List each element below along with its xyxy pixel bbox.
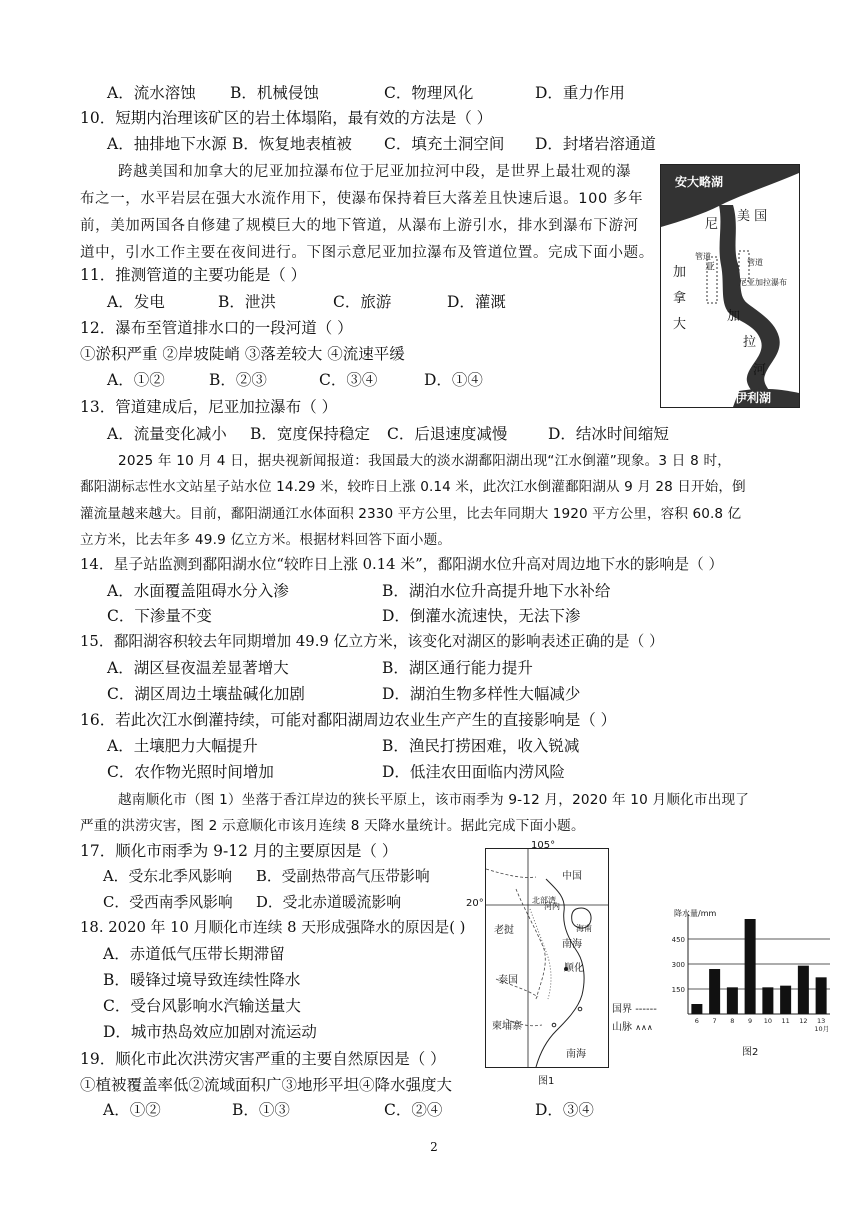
x-tick-label-5: 11 bbox=[781, 1017, 790, 1025]
q18-stem: 18. 2020 年 10 月顺化市连续 8 天形成强降水的原因是( ) bbox=[80, 919, 466, 936]
q17-stem: 17．顺化市雨季为 9-12 月的主要原因是（ ） bbox=[80, 842, 398, 860]
q12-items: ①淤积严重 ②岸坡陡峭 ③落差较大 ④流速平缓 bbox=[80, 345, 405, 363]
q9-option-b: B．机械侵蚀 bbox=[230, 84, 319, 102]
page-number: 2 bbox=[430, 1140, 438, 1154]
river-char-2-text: 亚 bbox=[705, 262, 715, 273]
y-tick-label-1: 300 bbox=[671, 961, 685, 969]
q18-option-d: D．城市热岛效应加剧对流运动 bbox=[103, 1023, 317, 1041]
longitude-label: 105° bbox=[531, 840, 556, 851]
q14-option-a: A．水面覆盖阻碍水分入渗 bbox=[107, 582, 289, 600]
mountain-range bbox=[530, 909, 551, 999]
q9-option-c: C．物理风化 bbox=[384, 84, 474, 102]
laos-label: 老挝 bbox=[494, 925, 514, 936]
x-tick-label-1: 7 bbox=[712, 1017, 717, 1025]
poyang-passage-line-4: 立方米，比去年多 49.9 亿立方米。根据材料回答下面小题。 bbox=[80, 532, 452, 548]
q11-option-d: D．灌溉 bbox=[447, 293, 506, 311]
hanoi-label: 河内 bbox=[544, 902, 560, 911]
bar-12 bbox=[798, 966, 809, 1014]
q19-option-b: B．①③ bbox=[232, 1101, 290, 1119]
canada-char-2: 拿 bbox=[673, 291, 687, 306]
q12-stem: 12．瀑布至管道排水口的一段河道（ ） bbox=[80, 319, 353, 337]
niagara-passage-line-2: 布之一，水平岩层在强大水流作用下，使瀑布保持着巨大落差且快速后退。100 多年 bbox=[80, 191, 644, 207]
q15-option-a: A．湖区昼夜温差显著增大 bbox=[107, 659, 289, 677]
q12-option-c: C．③④ bbox=[319, 371, 378, 389]
q14-stem: 14．星子站监测到鄱阳湖水位“较昨日上涨 0.14 米”，鄱阳湖水位升高对周边地下水的影响是（ ） bbox=[80, 556, 724, 573]
x-axis-label: 10月 bbox=[814, 1025, 830, 1032]
river-char-3: 加 bbox=[727, 309, 741, 324]
poyang-passage-line-2: 鄱阳湖标志性水文站星子站水位 14.29 米，较昨日上涨 0.14 米，此次江水倒灌鄱阳湖从 9 月 28 日开始，倒 bbox=[80, 479, 746, 495]
y-tick-label-0: 150 bbox=[671, 986, 685, 994]
legend-mountain-text: 山脉 bbox=[612, 1022, 632, 1033]
q11-option-b: B．泄洪 bbox=[218, 293, 276, 311]
figure-2-chart bbox=[664, 902, 840, 1032]
q11-stem: 11．推测管道的主要功能是（ ） bbox=[80, 266, 307, 284]
falls-label: 尼亚加拉瀑布 bbox=[739, 278, 787, 287]
q14-option-c: C．下渗量不变 bbox=[107, 607, 212, 625]
pipe-label: 管道 bbox=[695, 252, 711, 261]
river-char-1: 尼 bbox=[705, 217, 719, 232]
x-tick-label-0: 6 bbox=[694, 1017, 699, 1025]
bar-10 bbox=[762, 987, 773, 1014]
q10-option-b: B．恢复地表植被 bbox=[232, 135, 352, 153]
latitude-label: 20° bbox=[466, 898, 484, 909]
hue-label: 顺化 bbox=[564, 963, 584, 974]
q13-stem: 13．管道建成后，尼亚加拉瀑布（ ） bbox=[80, 398, 338, 416]
q19-option-c: C．②④ bbox=[384, 1101, 443, 1119]
q17-option-a: A．受东北季风影响 bbox=[103, 868, 233, 885]
legend-mountain-symbol: ∧∧∧ bbox=[635, 1023, 653, 1032]
niagara-passage-line-1: 跨越美国和加拿大的尼亚加拉瀑布位于尼亚加拉河中段，是世界上最壮观的瀑 bbox=[118, 164, 632, 180]
q9-option-d: D．重力作用 bbox=[535, 84, 625, 102]
figure-1-caption: 图1 bbox=[538, 1076, 555, 1087]
q14-option-d: D．倒灌水流速快，无法下渗 bbox=[382, 607, 581, 625]
legend-border-line: ------ bbox=[635, 1004, 657, 1015]
x-tick-label-3: 9 bbox=[748, 1017, 753, 1025]
legend-border-text: 国界 bbox=[612, 1004, 632, 1015]
legend-mountain bbox=[612, 1018, 653, 1033]
q10-option-a: A．抽排地下水源 bbox=[107, 135, 227, 153]
bar-6 bbox=[691, 1004, 702, 1014]
q10-stem: 10．短期内治理该矿区的岩土体塌陷，最有效的方法是（ ） bbox=[80, 109, 493, 127]
lake-ontario-label: 安大略湖 bbox=[675, 175, 724, 189]
river-char-4: 拉 bbox=[743, 335, 757, 350]
x-tick-label-6: 12 bbox=[799, 1017, 808, 1025]
hue-passage-line-2: 严重的洪涝灾害，图 2 示意顺化市该月连续 8 天降水量统计。据此完成下面小题。 bbox=[80, 818, 585, 834]
figure-1-drawing bbox=[486, 849, 608, 1067]
poyang-passage-line-3: 灌流量越来越大。目前，鄱阳湖通江水体面积 2330 平方公里，比去年同期大 1920 平方公里，容积 60.8 亿 bbox=[80, 506, 742, 522]
q14-option-b: B．湖泊水位升高提升地下水补给 bbox=[382, 582, 611, 600]
q10-option-c: C．填充土洞空间 bbox=[384, 135, 505, 153]
q13-option-b: B．宽度保持稳定 bbox=[250, 425, 370, 443]
legend-border bbox=[612, 1000, 657, 1015]
x-tick-label-4: 10 bbox=[763, 1017, 773, 1025]
river-char-5: 河 bbox=[753, 363, 767, 378]
bar-7 bbox=[709, 969, 720, 1014]
q12-option-d: D．①④ bbox=[424, 371, 483, 389]
q13-option-d: D．结冰时间缩短 bbox=[548, 425, 669, 443]
q12-option-a: A．①② bbox=[107, 371, 165, 389]
q15-option-b: B．湖区通行能力提升 bbox=[382, 659, 533, 677]
q19-stem: 19．顺化市此次洪涝灾害严重的主要自然原因是（ ） bbox=[80, 1050, 446, 1068]
hue-passage-line-1: 越南顺化市（图 1）坐落于香江岸边的狭长平原上，该市雨季为 9-12 月，2020 年 10 月顺化市出现了 bbox=[118, 792, 750, 808]
q13-option-a: A．流量变化减小 bbox=[107, 425, 227, 443]
q16-option-b: B．渔民打捞困难，收入锐减 bbox=[382, 737, 580, 755]
q13-option-c: C．后退速度减慢 bbox=[387, 425, 508, 443]
x-tick-label-2: 8 bbox=[730, 1017, 735, 1025]
q19-option-d: D．③④ bbox=[535, 1101, 594, 1119]
q11-option-c: C．旅游 bbox=[333, 293, 392, 311]
chart-ylabel: 降水量/mm bbox=[674, 909, 717, 918]
q17-option-b: B．受副热带高气压带影响 bbox=[256, 868, 430, 885]
q18-option-c: C．受台风影响水汽输送量大 bbox=[103, 997, 301, 1015]
q10-option-d: D．封堵岩溶通道 bbox=[535, 135, 656, 153]
poyang-passage-line-1: 2025 年 10 月 4 日，据央视新闻报道：我国最大的淡水湖鄱阳湖出现“江水倒灌”现象。3 日 8 时， bbox=[118, 453, 732, 469]
q17-option-c: C．受西南季风影响 bbox=[103, 894, 233, 911]
q15-option-c: C．湖区周边土壤盐碱化加剧 bbox=[107, 685, 305, 703]
x-tick-label-7: 13 bbox=[816, 1017, 826, 1025]
niagara-passage-line-3: 前，美加两国各自修建了规模巨大的地下管道，从瀑布上游引水，排水到瀑布下游河 bbox=[80, 218, 639, 234]
q16-option-d: D．低洼农田面临内涝风险 bbox=[382, 763, 565, 781]
bar-11 bbox=[780, 986, 791, 1014]
q18-option-a: A．赤道低气压带长期滞留 bbox=[103, 945, 285, 963]
south-sea-label-2: 南海 bbox=[566, 1049, 586, 1060]
q12-option-b: B．②③ bbox=[209, 371, 267, 389]
bay-label: 北部湾 bbox=[532, 896, 556, 905]
q11-option-a: A．发电 bbox=[107, 293, 165, 311]
q15-stem: 15．鄱阳湖容积较去年同期增加 49.9 亿立方米，该变化对湖区的影响表述正确的是（ ） bbox=[80, 633, 664, 650]
bar-9 bbox=[745, 919, 756, 1014]
canada-char-1: 加 bbox=[673, 265, 687, 280]
country-border bbox=[486, 869, 545, 1026]
china-label: 中国 bbox=[562, 871, 582, 882]
q18-option-b: B．暖锋过境导致连续性降水 bbox=[103, 971, 301, 989]
hainan-label: 海南 bbox=[576, 924, 592, 933]
south-sea-label-1: 南海 bbox=[562, 939, 582, 950]
figure-2-caption: 图2 bbox=[742, 1047, 759, 1058]
cambodia-label: 柬埔寨 bbox=[492, 1021, 522, 1032]
canada-char-3: 大 bbox=[673, 317, 687, 332]
bar-13 bbox=[816, 977, 827, 1014]
y-tick-label-2: 450 bbox=[671, 936, 685, 944]
city-dot-2 bbox=[578, 1007, 582, 1011]
q16-stem: 16．若此次江水倒灌持续，可能对鄱阳湖周边农业生产产生的直接影响是（ ） bbox=[80, 711, 617, 729]
city-dot-3 bbox=[552, 1023, 556, 1027]
pipe-label-2: 管道 bbox=[747, 258, 763, 267]
q9-option-a: A．流水溶蚀 bbox=[107, 84, 196, 102]
q16-option-a: A．土壤肥力大幅提升 bbox=[107, 737, 258, 755]
q17-option-d: D．受北赤道暖流影响 bbox=[256, 894, 402, 911]
q19-items: ①植被覆盖率低②流域面积广③地形平坦④降水强度大 bbox=[80, 1076, 453, 1094]
niagara-passage-line-4: 道中，引水工作主要在夜间进行。下图示意尼亚加拉瀑布及管道位置。完成下面小题。 bbox=[80, 245, 654, 261]
thailand-label: 泰国 bbox=[498, 975, 518, 986]
figure-1-map bbox=[485, 848, 609, 1068]
lake-erie-label: 伊利湖 bbox=[735, 391, 772, 405]
usa-label: 美 国 bbox=[737, 209, 768, 224]
q19-option-a: A．①② bbox=[103, 1101, 161, 1119]
q15-option-d: D．湖泊生物多样性大幅减少 bbox=[382, 685, 581, 703]
bar-8 bbox=[727, 987, 738, 1014]
rainfall-bar-chart bbox=[664, 902, 840, 1032]
niagara-map bbox=[660, 164, 800, 408]
q16-option-c: C．农作物光照时间增加 bbox=[107, 763, 274, 781]
